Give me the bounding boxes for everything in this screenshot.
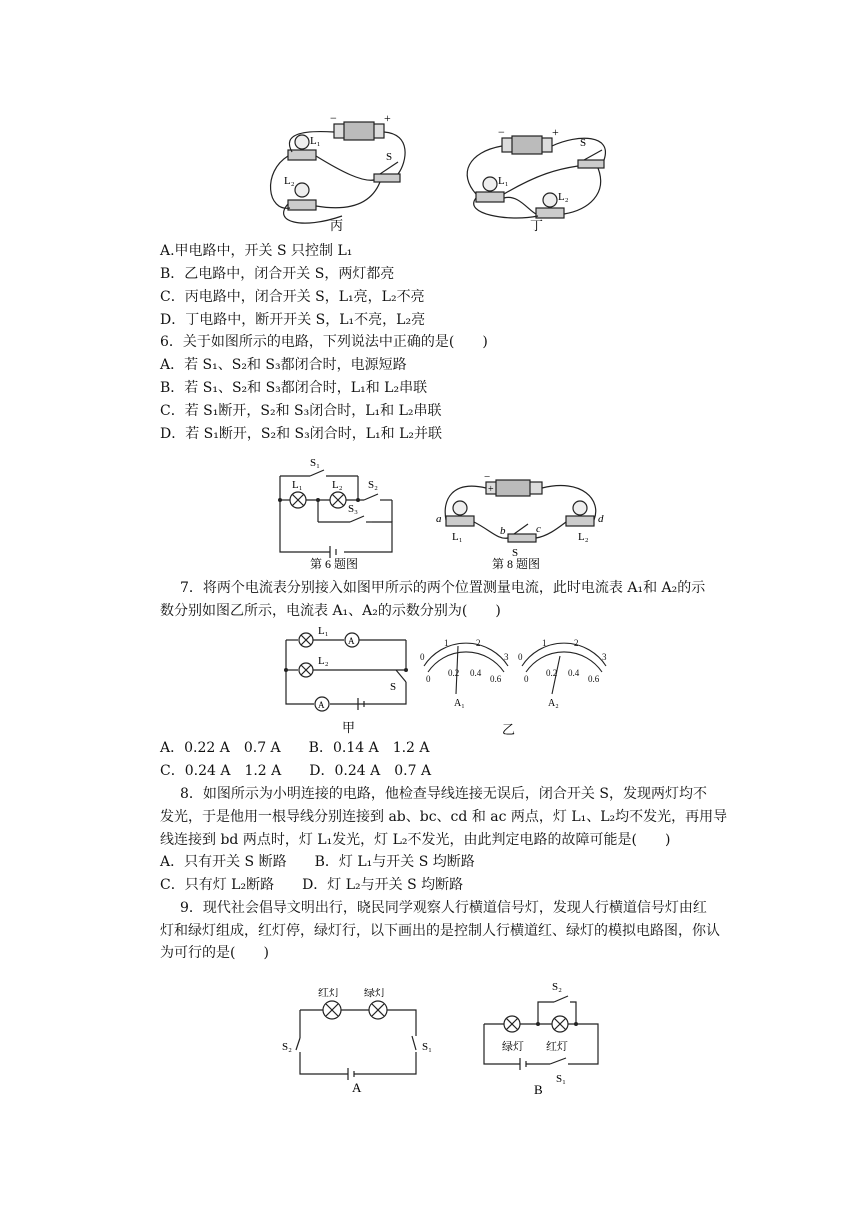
meter1-bot-3: 0.6 xyxy=(490,674,502,684)
plus-label: + xyxy=(384,112,391,125)
q7-stem-line2: 数分别如图乙所示，电流表 A₁、A₂的示数分别为( ) xyxy=(160,603,501,619)
plus-label: + xyxy=(488,484,494,495)
figB-s2-label: S₂ xyxy=(552,981,562,993)
meter2-top-0: 0 xyxy=(518,652,523,662)
figure-9-option-a xyxy=(282,988,442,1096)
figB-green-label: 绿灯 xyxy=(502,1041,524,1053)
q7-stem-line1: 7．将两个电流表分别接入如图甲所示的两个位置测量电流，此时电流表 A₁和 A₂的示 xyxy=(180,580,706,596)
meter1-bot-1: 0.2 xyxy=(448,668,460,678)
figA-red-label: 红灯 xyxy=(318,988,340,999)
minus-label: − xyxy=(484,471,491,483)
switch-label: S xyxy=(580,137,587,149)
q8-stem-line3: 线连接到 bd 两点时，灯 L₁发光，灯 L₂不发光，由此判定电路的故障可能是( ) xyxy=(160,832,671,848)
q9-stem-line1: 9．现代社会倡导文明出行，晓民同学观察人行横道信号灯，发现人行横道信号灯由红 xyxy=(180,900,707,916)
S1-label: S₁ xyxy=(310,457,320,469)
meter2-bot-3: 0.6 xyxy=(588,674,600,684)
figure-7-yi-meters xyxy=(414,636,614,738)
ammeter-A1-symbol: A xyxy=(348,636,355,646)
L1-label: L₁ xyxy=(498,175,509,187)
q5-option-b: B．乙电路中，闭合开关 S，两灯都亮 xyxy=(160,266,395,282)
L2-label: L₂ xyxy=(578,531,589,543)
figure-5-ding xyxy=(458,124,618,234)
figure-6-circuit xyxy=(272,452,400,572)
meter2-top-1: 1 xyxy=(542,638,547,648)
figA-s2-label: S₂ xyxy=(282,1041,292,1053)
switch-label: S xyxy=(390,681,397,693)
fig-yi-caption: 乙 xyxy=(502,722,516,737)
meter1-label: A₁ xyxy=(454,698,465,709)
fig-jia-caption: 甲 xyxy=(342,720,356,735)
meter1-top-2: 2 xyxy=(476,638,481,648)
switch-label: S xyxy=(512,547,519,559)
q6-option-b: B．若 S₁、S₂和 S₃都闭合时，L₁和 L₂串联 xyxy=(160,380,428,396)
meter2-top-3: 3 xyxy=(602,652,607,662)
q7-options-line1: A．0.22 A 0.7 A B．0.14 A 1.2 A xyxy=(160,740,430,756)
minus-label: − xyxy=(498,125,505,139)
q8-stem-line2: 发光，于是他用一根导线分别连接到 ab、bc、cd 和 ac 两点，灯 L₁、L₂均不发光，再用导 xyxy=(160,809,728,825)
L2-label: L₂ xyxy=(332,479,343,491)
figure-8-circuit xyxy=(432,470,616,572)
figure-5-bing xyxy=(262,112,422,234)
L2-label: L₂ xyxy=(318,655,329,667)
figB-red-label: 红灯 xyxy=(546,1041,568,1053)
q5-option-c: C．丙电路中，闭合开关 S，L₁亮，L₂不亮 xyxy=(160,289,425,305)
q6-option-d: D．若 S₁断开，S₂和 S₃闭合时，L₁和 L₂并联 xyxy=(160,426,443,442)
fig-ding-caption: 丁 xyxy=(530,218,544,233)
fig8-caption: 第 8 题图 xyxy=(492,557,541,571)
L1-label: L₁ xyxy=(292,479,303,491)
figure-9-option-b xyxy=(480,972,604,1096)
q9-stem-line3: 为可行的是( ) xyxy=(160,945,269,961)
meter2-bot-0: 0 xyxy=(524,674,529,684)
S2-label: S₂ xyxy=(368,479,378,491)
meter2-bot-2: 0.4 xyxy=(568,668,580,678)
meter1-top-1: 1 xyxy=(444,638,449,648)
q5-option-a: A.甲电路中，开关 S 只控制 L₁ xyxy=(160,243,353,259)
figB-s1-label: S₁ xyxy=(556,1073,566,1085)
S3-label: S₃ xyxy=(348,503,358,515)
fig-bing-caption: 丙 xyxy=(330,218,344,233)
figA-s1-label: S₁ xyxy=(422,1041,432,1053)
point-b: b xyxy=(500,525,506,537)
meter1-top-0: 0 xyxy=(420,652,425,662)
q8-options-line1: A．只有开关 S 断路 B．灯 L₁与开关 S 均断路 xyxy=(160,854,475,870)
plus-label: + xyxy=(552,125,559,139)
figB-caption: B xyxy=(534,1082,543,1096)
minus-label: − xyxy=(330,112,337,125)
L1-label: L₁ xyxy=(452,531,463,543)
q9-stem-line2: 灯和绿灯组成，红灯停，绿灯行，以下画出的是控制人行横道红、绿灯的模拟电路图，你认 xyxy=(160,923,720,939)
q8-stem-line1: 8．如图所示为小明连接的电路，他检查导线连接无误后，闭合开关 S，发现两灯均不 xyxy=(180,786,707,802)
meter1-bot-2: 0.4 xyxy=(470,668,482,678)
figA-caption: A xyxy=(352,1080,362,1095)
meter2-top-2: 2 xyxy=(574,638,579,648)
point-d: d xyxy=(598,513,604,525)
switch-label: S xyxy=(386,151,393,163)
meter2-label: A₂ xyxy=(548,698,559,709)
meter2-bot-1: 0.2 xyxy=(546,668,558,678)
ammeter-A2-symbol: A xyxy=(318,700,325,710)
q6-stem: 6．关于如图所示的电路，下列说法中正确的是( ) xyxy=(160,334,488,350)
L2-label: L₂ xyxy=(558,191,569,203)
q5-option-d: D．丁电路中，断开开关 S，L₁不亮，L₂亮 xyxy=(160,312,426,328)
point-a: a xyxy=(436,513,442,525)
L1-label: L₁ xyxy=(318,625,329,637)
q7-options-line2: C．0.24 A 1.2 A D．0.24 A 0.7 A xyxy=(160,763,432,779)
fig6-caption: 第 6 题图 xyxy=(310,557,359,571)
meter1-bot-0: 0 xyxy=(426,674,431,684)
meter1-top-3: 3 xyxy=(504,652,509,662)
figA-green-label: 绿灯 xyxy=(364,988,386,999)
point-c: c xyxy=(536,523,541,535)
L1-label: L₁ xyxy=(310,135,321,147)
q8-options-line2: C．只有灯 L₂断路 D．灯 L₂与开关 S 均断路 xyxy=(160,877,464,893)
q6-option-c: C．若 S₁断开，S₂和 S₃闭合时，L₁和 L₂串联 xyxy=(160,403,442,419)
L2-label: L₂ xyxy=(284,175,295,187)
figure-7-jia xyxy=(278,620,414,738)
q6-option-a: A．若 S₁、S₂和 S₃都闭合时，电源短路 xyxy=(160,357,407,373)
